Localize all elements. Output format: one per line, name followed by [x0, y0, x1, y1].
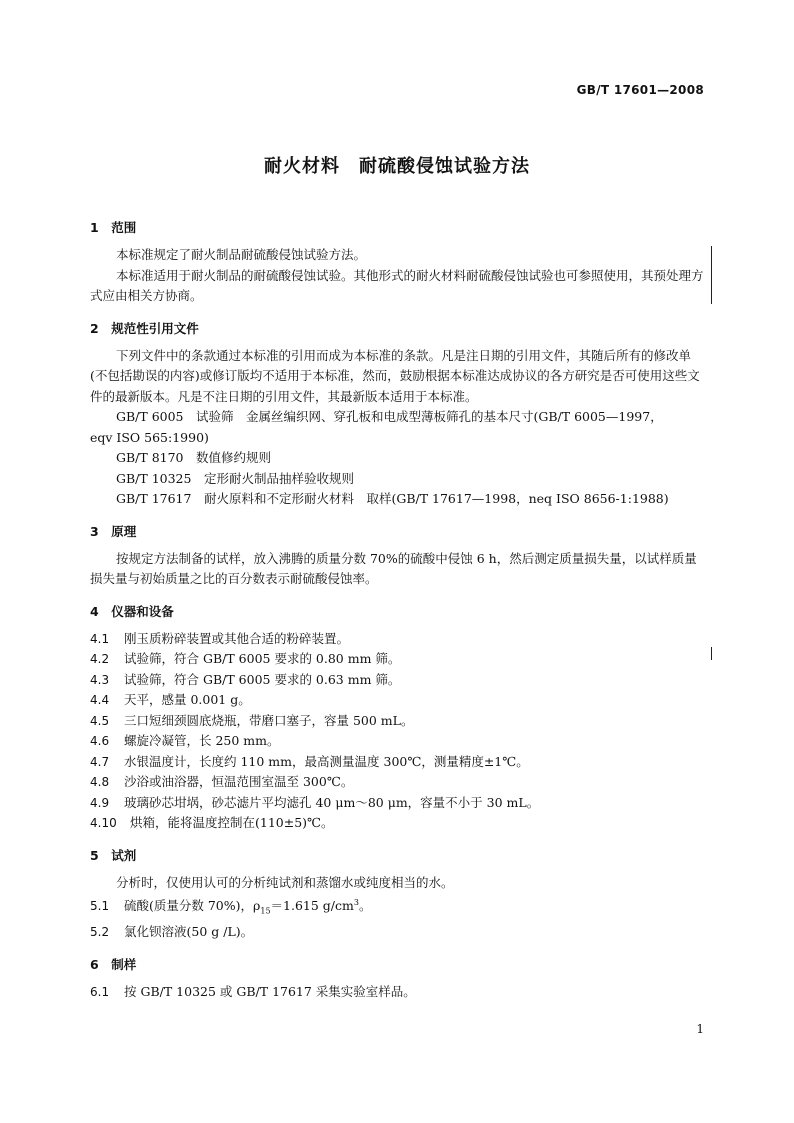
- subscript: 15: [260, 906, 271, 916]
- item-number: 4.3: [90, 672, 110, 687]
- item-text: 试验筛，符合 GB/T 6005 要求的 0.80 mm 筛。: [124, 651, 401, 666]
- item-text: 沙浴或油浴器，恒温范围室温至 300℃。: [124, 774, 354, 789]
- item-number: 4.1: [90, 631, 110, 646]
- list-item: [90, 793, 704, 814]
- item-text: ＝1.615 g/cm: [270, 898, 354, 914]
- reference-entry: GB/T 8170 数值修约规则: [116, 450, 272, 465]
- item-number: 4.8: [90, 775, 110, 789]
- revision-bar: [711, 647, 712, 660]
- section-heading-reagents: 5 试剂: [90, 847, 137, 863]
- item-text: 刚玉质粉碎装置或其他合适的粉碎装置。: [124, 630, 350, 646]
- item-number: 4.10: [90, 816, 117, 830]
- paragraph: 下列文件中的条款通过本标准的引用而成为本标准的条款。凡是注日期的引用文件，其随后所有的修改单(不包括勘误的内容)或修订版均不适用于本标准，然而，鼓励根据本标准达成协议的各方研究是否可使用这些文件的最新版本。凡是不注日期的引用文件，其最新版本适用于本标准。: [90, 347, 700, 404]
- item-number: 4.2: [90, 652, 110, 666]
- list-item: [90, 711, 704, 732]
- reference-entry: GB/T 10325 定形耐火制品抽样验收规则: [116, 470, 354, 486]
- item-text: 螺旋冷凝管，长 250 mm。: [124, 733, 280, 748]
- document-body: [90, 212, 704, 1002]
- list-item: [90, 649, 704, 670]
- item-number: 4.4: [90, 693, 110, 707]
- list-item: [90, 731, 704, 752]
- item-text: 三口短细颈圆底烧瓶，带磨口塞子，容量 500 mL。: [124, 712, 414, 728]
- item-text: 烘箱，能将温度控制在(110±5)℃。: [130, 815, 334, 830]
- section-heading-normative-references: 2 规范性引用文件: [90, 320, 199, 336]
- item-number: 4.9: [90, 795, 110, 810]
- section-heading-principle: 3 原理: [90, 523, 137, 539]
- superscript: 3: [353, 898, 359, 907]
- item-text: 硫酸(质量分数 70%)，ρ: [124, 898, 261, 914]
- item-text: 水银温度计，长度约 110 mm，最高测量温度 300℃，测量精度±1℃。: [124, 753, 529, 769]
- paragraph: 分析时，仅使用认可的分析纯试剂和蒸馏水或纯度相当的水。: [116, 874, 454, 890]
- list-item: [90, 772, 704, 793]
- section-heading-scope: 1 范围: [90, 220, 137, 235]
- item-text: 天平，感量 0.001 g。: [124, 692, 251, 707]
- paragraph: 本标准规定了耐火制品耐硫酸侵蚀试验方法。: [116, 247, 367, 262]
- item-text: 按 GB/T 10325 或 GB/T 17617 采集实验室样品。: [124, 983, 416, 999]
- page-number: 1: [696, 1022, 704, 1036]
- revision-bar: [711, 246, 712, 304]
- standard-code: GB/T 17601—2008: [576, 83, 704, 97]
- item-number: 4.6: [90, 734, 110, 748]
- paragraph: 按规定方法制备的试样，放入沸腾的质量分数 70%的硫酸中侵蚀 6 h，然后测定质量损失量，以试样质量损失量与初始质量之比的百分数表示耐硫酸侵蚀率。: [90, 550, 697, 586]
- list-item: [90, 629, 704, 650]
- list-item: [90, 922, 704, 943]
- reference-entry: GB/T 17617 耐火原料和不定形耐火材料 取样(GB/T 17617—1998，neq ISO 8656-1:1988): [116, 491, 669, 506]
- item-number: 6.1: [90, 984, 110, 999]
- list-item: [90, 982, 704, 1003]
- list-item: [90, 670, 704, 691]
- list-item: [90, 752, 704, 773]
- paragraph: 本标准适用于耐火制品的耐硫酸侵蚀试验。其他形式的耐火材料耐硫酸侵蚀试验也可参照使用，其预处理方式应由相关方协商。: [90, 267, 704, 303]
- list-item: [90, 690, 704, 711]
- item-text: 。: [358, 898, 372, 914]
- reference-entry: [90, 407, 704, 448]
- reference-line-continued: eqv ISO 565:1990): [90, 429, 209, 445]
- item-text: 氯化钡溶液(50 g /L)。: [124, 924, 254, 940]
- list-item: [90, 893, 704, 922]
- list-item: [90, 813, 704, 834]
- section-heading-sample-preparation: 6 制样: [90, 956, 137, 972]
- section-heading-apparatus: 4 仪器和设备: [90, 603, 174, 619]
- item-text: 玻璃砂芯坩埚，砂芯滤片平均滤孔 40 μm～80 μm，容量不小于 30 mL。: [124, 794, 540, 810]
- item-number: 5.2: [90, 925, 110, 940]
- item-number: 4.7: [90, 754, 110, 769]
- item-number: 5.1: [90, 899, 110, 914]
- item-text: 试验筛，符合 GB/T 6005 要求的 0.63 mm 筛。: [124, 671, 401, 687]
- document-title: 耐火材料 耐硫酸侵蚀试验方法: [264, 156, 530, 177]
- item-number: 4.5: [90, 713, 110, 728]
- reference-line: GB/T 6005 试验筛 金属丝编织网、穿孔板和电成型薄板筛孔的基本尺寸(GB/T 6005—1997，: [116, 409, 663, 424]
